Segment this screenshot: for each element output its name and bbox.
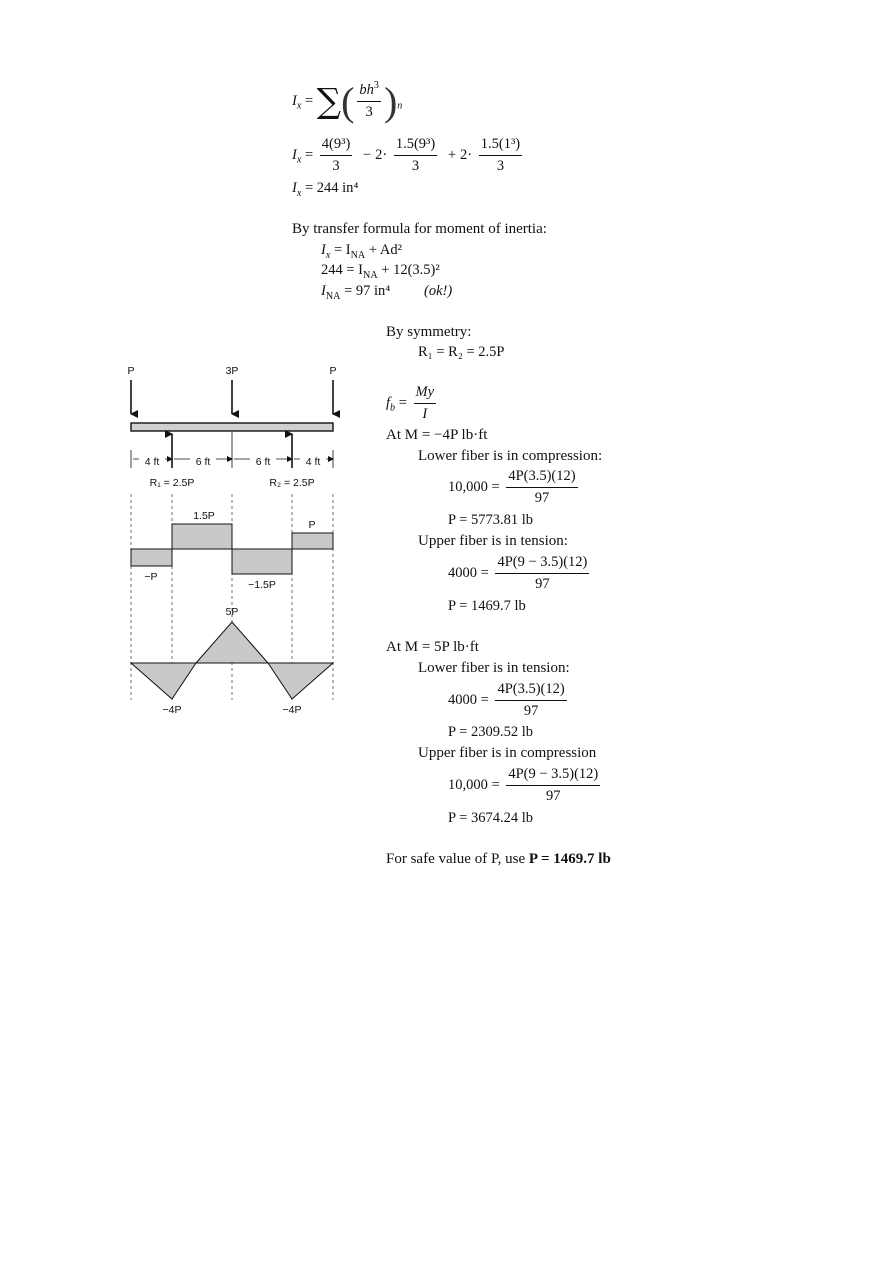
case2-a-result: P = 2309.52 lb — [448, 724, 533, 740]
moment-label-neg-4p-1: −4P — [162, 704, 182, 716]
transfer-heading: By transfer formula for moment of inertia: — [292, 221, 547, 237]
case2-b-result: P = 3674.24 lb — [448, 810, 533, 826]
reaction-label-1: R₁ = 2.5P — [149, 477, 195, 489]
load-label-left: P — [127, 365, 135, 377]
eq-ix-expanded: $I_x$ = $\frac{\text{4(9³)}}{3}$ − 2· $\frac{\text{1.5(9³)}}{3}$ + 2· $\frac{\text{1.5(1³)}}{3}$ — [292, 136, 521, 174]
eq-ix-value: $I_x = 244$ in⁴ — [292, 180, 359, 199]
load-arrows — [131, 380, 333, 414]
case2-a-equation: 4000 = $\frac{4P(3.5)(12)}{97}$ — [448, 681, 565, 719]
dim-label-1: 4 ft — [144, 456, 160, 468]
eq-ix-sum: $I_x$ = ∑( $\frac{bh^3}{3}$ )$_n$ — [292, 79, 403, 124]
shear-block-2 — [172, 524, 232, 549]
case1-a-result: P = 5773.81 lb — [448, 512, 533, 528]
moment-region-mid — [196, 622, 268, 663]
symmetry-equation: R₁ = R₂ = 2.5P — [418, 344, 505, 360]
transfer-line-2: $244 = I_{NA} + 12(3.5)^2$ — [321, 262, 440, 281]
shear-block-1 — [131, 549, 172, 566]
case2-heading: At M = 5P lb·ft — [386, 639, 479, 655]
transfer-line-1: $I_x = I_{NA} + Ad^2$ — [321, 242, 402, 261]
case1-b-label: Upper fiber is in tension: — [418, 533, 568, 549]
dim-label-2: 6 ft — [195, 456, 211, 468]
shear-label-neg-p: −P — [144, 571, 158, 583]
reaction-label-2: R₂ = 2.5P — [269, 477, 315, 489]
moment-label-neg-4p-2: −4P — [282, 704, 302, 716]
ok-note: (ok!) — [423, 283, 453, 299]
moment-region-right — [268, 663, 333, 699]
symmetry-heading: By symmetry: — [386, 324, 472, 340]
sigma-symbol: ∑ — [316, 81, 342, 122]
shear-block-3 — [232, 549, 292, 574]
bending-stress-formula: $f_b$ = $\frac{My}{I}$ — [386, 384, 435, 422]
shear-label-pos-1.5p: 1.5P — [193, 510, 215, 522]
dim-label-3: 6 ft — [255, 456, 271, 468]
transfer-line-3: $I_{NA} = 97$ in⁴ (ok!) — [321, 283, 453, 302]
shear-diagram — [131, 524, 333, 574]
case1-a-equation: 10,000 = $\frac{4P(3.5)(12)}{97}$ — [448, 468, 576, 506]
shear-block-4 — [292, 533, 333, 549]
case2-b-equation: 10,000 = $\frac{4P(9 - 3.5)(12)}{97}$ — [448, 766, 599, 804]
case1-heading: At M = −4P lb·ft — [386, 427, 488, 443]
final-answer: For safe value of P, use P = 1469.7 lb — [386, 851, 611, 867]
case2-a-label: Lower fiber is in tension: — [418, 660, 570, 676]
moment-region-left — [131, 663, 196, 699]
case1-b-result: P = 1469.7 lb — [448, 598, 526, 614]
load-label-mid: 3P — [225, 365, 239, 377]
case1-a-label: Lower fiber is in compression: — [418, 448, 603, 464]
case2-b-label: Upper fiber is in compression — [418, 745, 597, 761]
shear-label-neg-1.5p: −1.5P — [248, 579, 276, 591]
load-label-right: P — [329, 365, 337, 377]
dim-label-4: 4 ft — [305, 456, 321, 468]
moment-label-5p: 5P — [225, 606, 239, 618]
beam — [131, 423, 333, 431]
case1-b-equation: 4000 = $\frac{4P(9 - 3.5)(12)}{97}$ — [448, 554, 588, 592]
shear-label-pos-p: P — [308, 519, 316, 531]
